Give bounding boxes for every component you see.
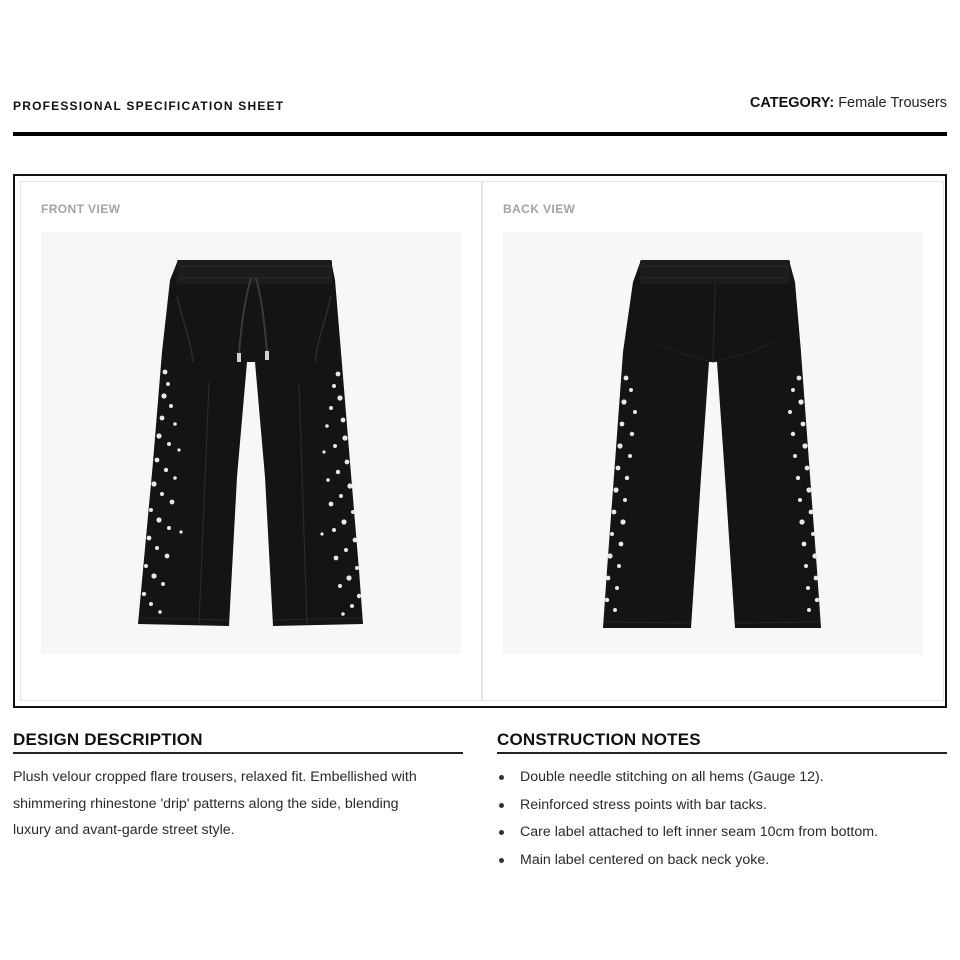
front-view-label: FRONT VIEW: [41, 202, 121, 216]
construction-notes-list: [497, 764, 947, 874]
construction-note: Main label centered on back neck yoke.: [497, 847, 947, 875]
design-description-line: shimmering rhinestone 'drip' patterns along the side, blending: [13, 795, 399, 812]
sheet-header: [13, 92, 947, 120]
category-value: Female Trousers: [838, 95, 947, 111]
design-description-heading: DESIGN DESCRIPTION: [13, 730, 203, 749]
back-view-label: BACK VIEW: [503, 202, 576, 216]
design-description-rule: [13, 752, 463, 754]
construction-notes-rule: [497, 752, 947, 754]
construction-note: Double needle stitching on all hems (Gauge 12).: [497, 764, 947, 792]
back-view-panel: [482, 181, 944, 701]
design-description-line: Plush velour cropped flare trousers, relaxed fit. Embellished with: [13, 769, 417, 785]
document-title: PROFESSIONAL SPECIFICATION SHEET: [13, 99, 285, 113]
category: [750, 95, 947, 111]
construction-notes-heading: CONSTRUCTION NOTES: [497, 730, 701, 749]
construction-note: Care label attached to left inner seam 10cm from bottom.: [497, 819, 947, 847]
back-view-image: [503, 232, 923, 654]
front-view-image: [41, 232, 461, 654]
construction-note: Reinforced stress points with bar tacks.: [497, 792, 947, 820]
views-frame: [13, 174, 947, 708]
category-label: CATEGORY:: [749, 95, 835, 111]
design-description-text: [13, 764, 473, 844]
design-description-line: luxury and avant-garde street style.: [13, 822, 235, 838]
header-rule: [13, 132, 947, 136]
front-view-panel: [20, 181, 482, 701]
